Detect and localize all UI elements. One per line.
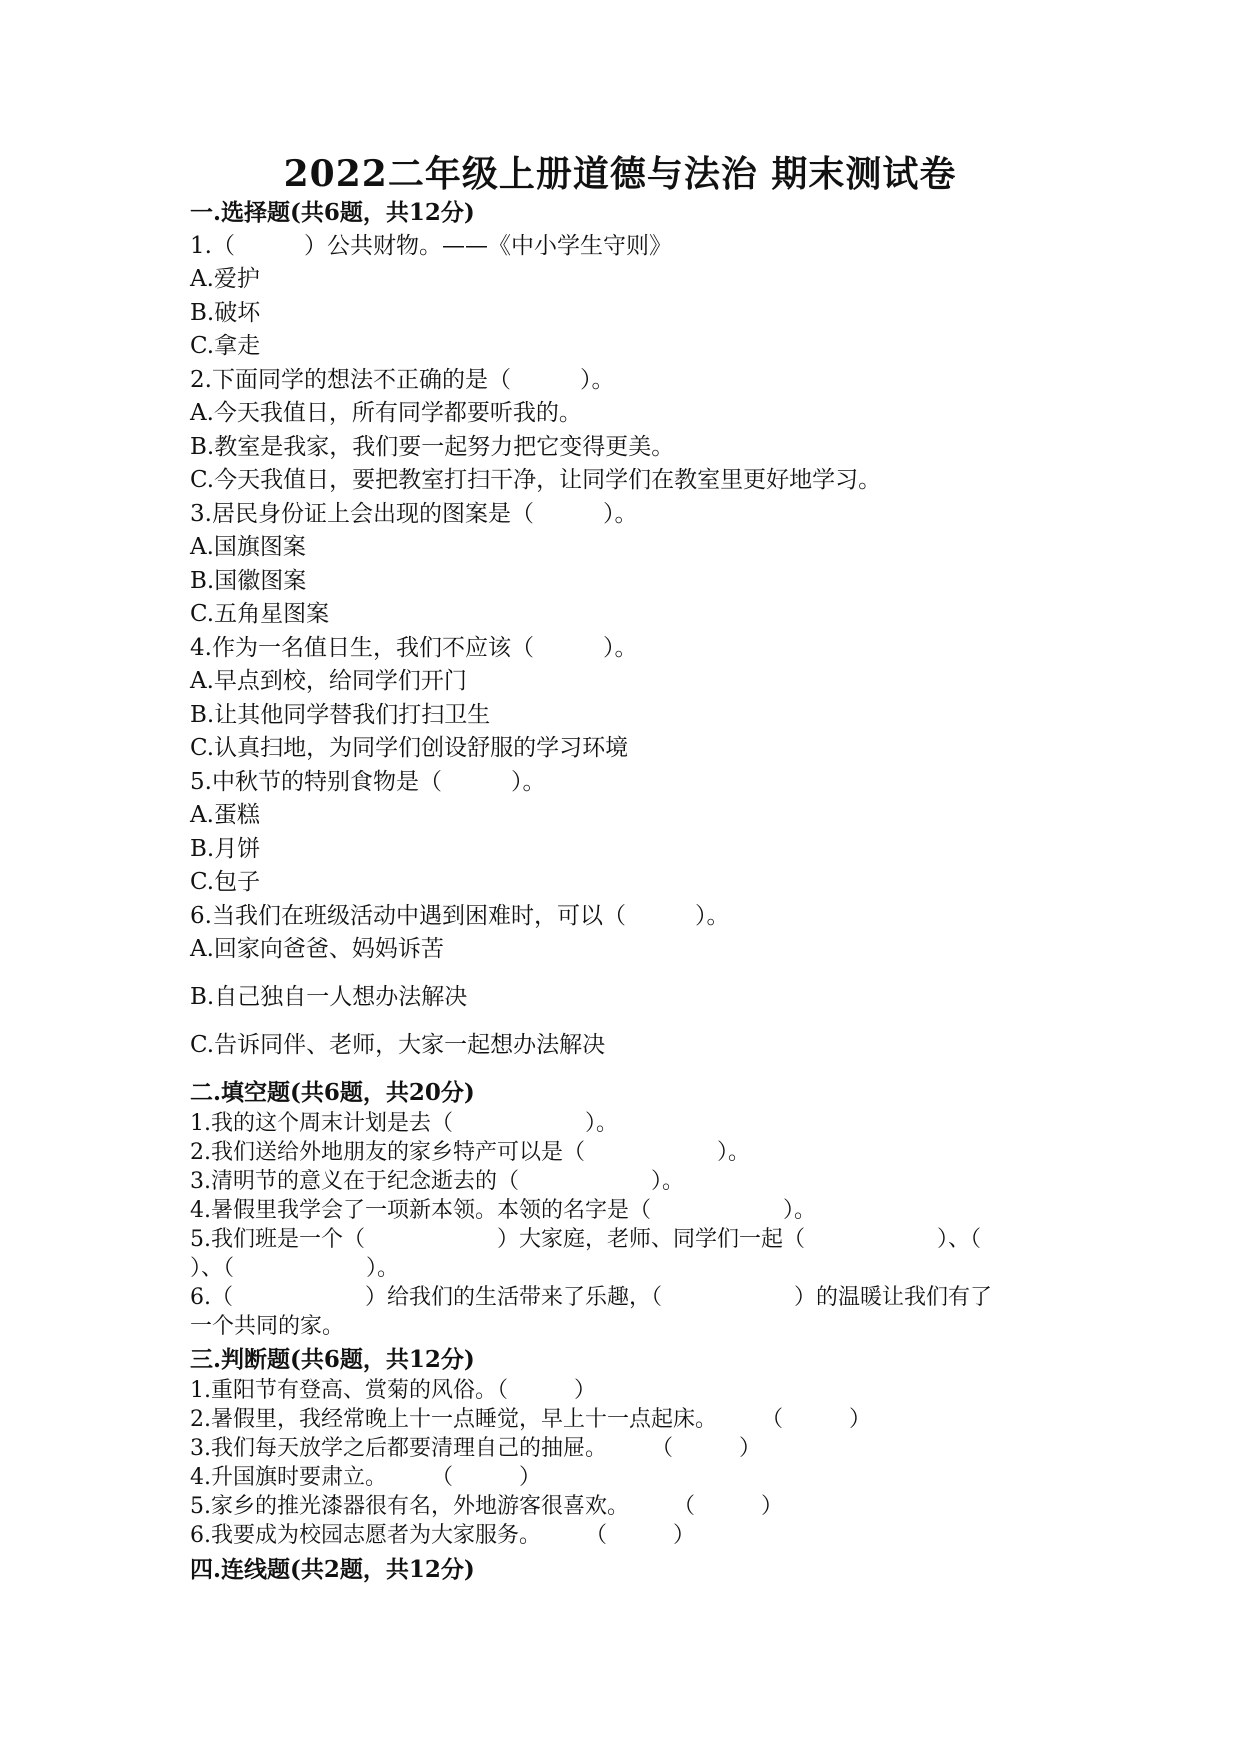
question-option: C.告诉同伴、老师，大家一起想办法解决: [190, 1032, 606, 1058]
section-heading-judge: 三.判断题(共6题，共12分): [190, 1346, 475, 1373]
question-option: A.回家向爸爸、妈妈诉苦: [190, 936, 444, 962]
question-stem: 3.居民身份证上会出现的图案是（ ）。: [190, 501, 638, 527]
page-title: 2022二年级上册道德与法治 期末测试卷: [283, 153, 957, 195]
section-heading-fill: 二.填空题(共6题，共20分): [190, 1079, 475, 1106]
fill-line: ）、（ ）。: [190, 1256, 400, 1281]
question-option: A.早点到校，给同学们开门: [190, 668, 467, 694]
question-stem: 6.当我们在班级活动中遇到困难时，可以（ ）。: [190, 903, 730, 929]
judge-line: 2.暑假里，我经常晚上十一点睡觉，早上十一点起床。 （ ）: [190, 1407, 871, 1432]
question-option: B.自己独自一人想办法解决: [190, 984, 468, 1010]
judge-line: 1.重阳节有登高、赏菊的风俗。（ ）: [190, 1378, 596, 1403]
question-option: C.五角星图案: [190, 601, 330, 627]
question-option: C.包子: [190, 869, 261, 895]
question-stem: 2.下面同学的想法不正确的是（ ）。: [190, 367, 615, 393]
question-option: B.国徽图案: [190, 568, 307, 594]
question-stem: 4.作为一名值日生，我们不应该（ ）。: [190, 635, 638, 661]
question-option: A.蛋糕: [190, 802, 260, 828]
section-heading-match: 四.连线题(共2题，共12分): [190, 1556, 475, 1583]
question-option: A.今天我值日，所有同学都要听我的。: [190, 400, 582, 426]
judge-line: 3.我们每天放学之后都要清理自己的抽屉。 （ ）: [190, 1436, 761, 1461]
fill-line: 5.我们班是一个（ ）大家庭，老师、同学们一起（ ）、（: [190, 1227, 981, 1252]
fill-line: 6.（ ）给我们的生活带来了乐趣，（ ）的温暖让我们有了: [190, 1285, 992, 1310]
fill-line: 一个共同的家。: [190, 1314, 345, 1339]
question-option: B.教室是我家，我们要一起努力把它变得更美。: [190, 434, 675, 460]
question-option: C.今天我值日，要把教室打扫干净，让同学们在教室里更好地学习。: [190, 467, 882, 493]
section-heading-choice: 一.选择题(共6题，共12分): [190, 199, 475, 226]
question-option: A.国旗图案: [190, 534, 306, 560]
question-option: B.月饼: [190, 836, 261, 862]
question-option: C.拿走: [190, 333, 261, 359]
fill-line: 2.我们送给外地朋友的家乡特产可以是（ ）。: [190, 1140, 750, 1165]
question-stem: 1.（ ）公共财物。——《中小学生守则》: [190, 233, 672, 259]
fill-line: 4.暑假里我学会了一项新本领。本领的名字是（ ）。: [190, 1198, 816, 1223]
judge-line: 5.家乡的推光漆器很有名，外地游客很喜欢。 （ ）: [190, 1494, 783, 1519]
question-stem: 5.中秋节的特别食物是（ ）。: [190, 769, 546, 795]
question-option: B.让其他同学替我们打扫卫生: [190, 702, 491, 728]
question-option: A.爱护: [190, 266, 260, 292]
question-option: B.破坏: [190, 300, 261, 326]
judge-line: 4.升国旗时要肃立。 （ ）: [190, 1465, 541, 1490]
question-option: C.认真扫地，为同学们创设舒服的学习环境: [190, 735, 629, 761]
judge-line: 6.我要成为校园志愿者为大家服务。 （ ）: [190, 1523, 695, 1548]
fill-line: 3.清明节的意义在于纪念逝去的（ ）。: [190, 1169, 684, 1194]
fill-line: 1.我的这个周末计划是去（ ）。: [190, 1111, 618, 1136]
